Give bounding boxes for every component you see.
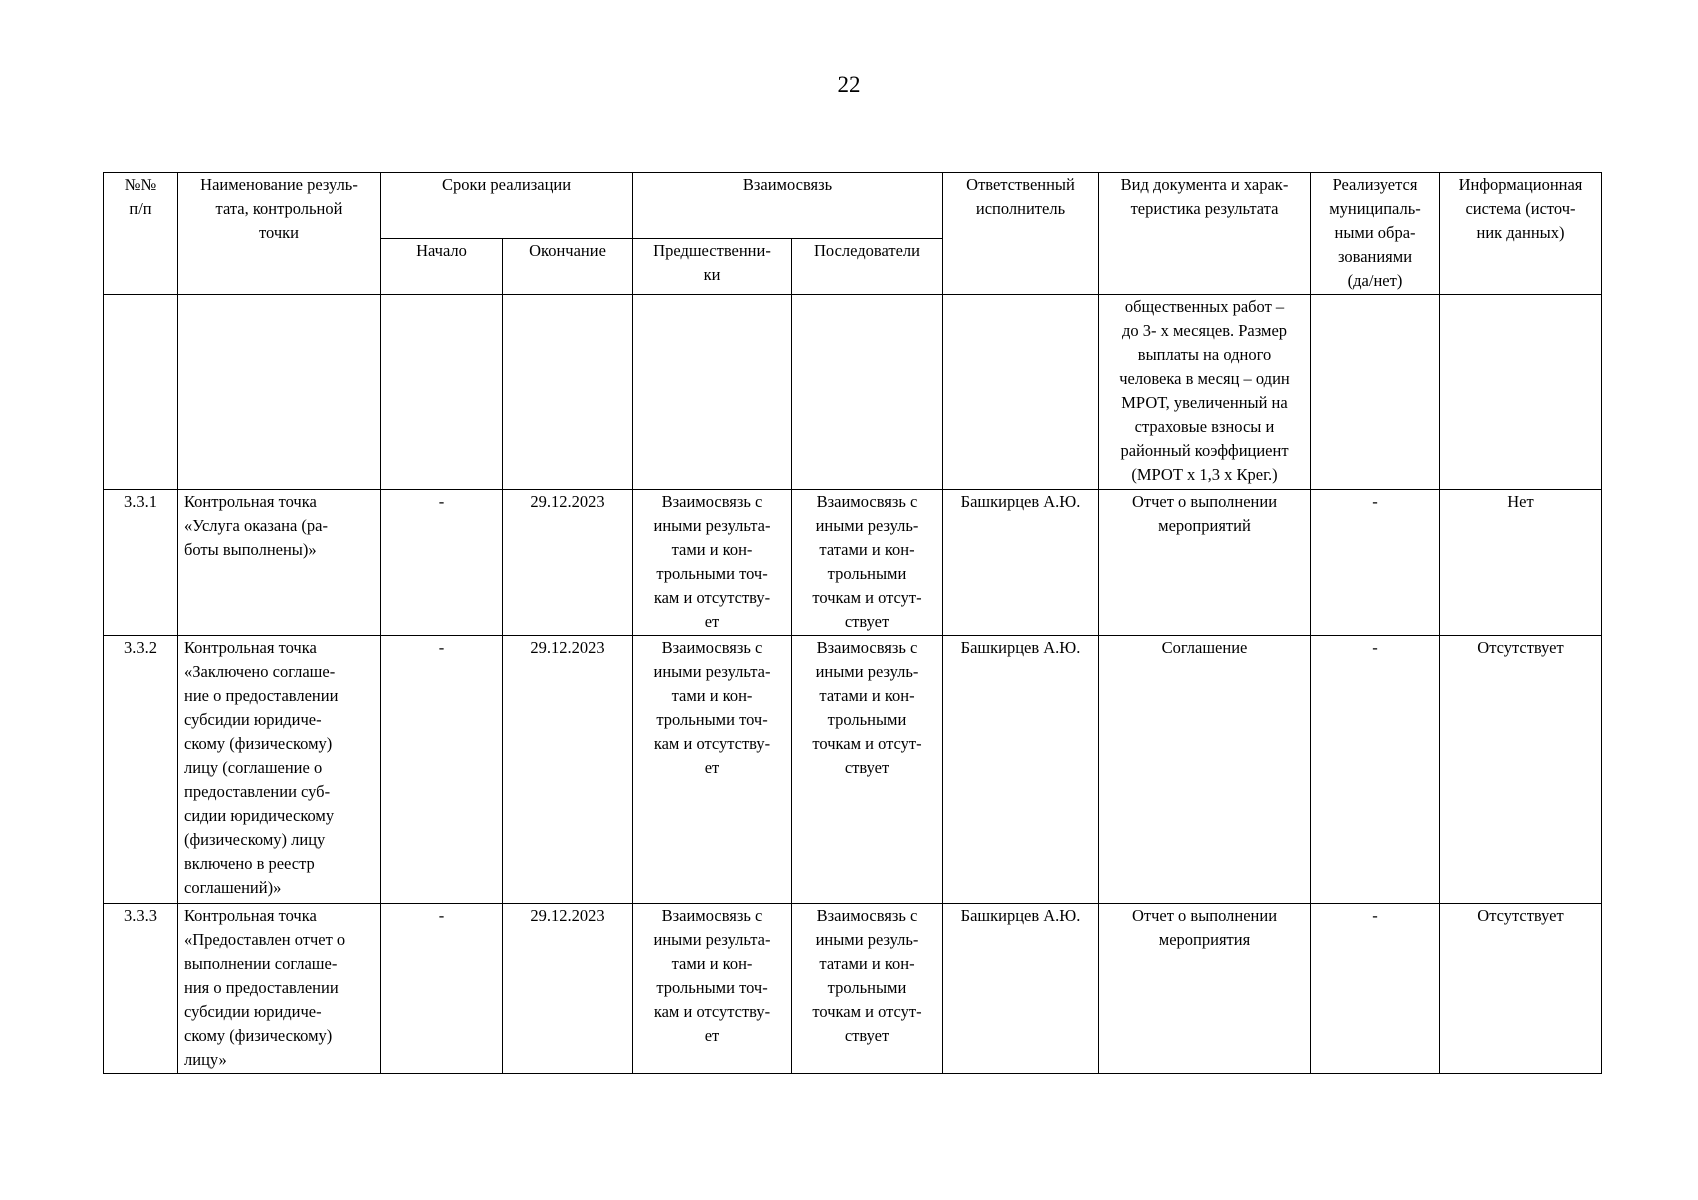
continuation-doc-type: общественных работ – до 3- х месяцев. Размер выплаты на одного человека в месяц – один МРОТ, увеличенный на страховые взносы и районный коэффициент (МРОТ х 1,3 х Крег.) bbox=[1099, 295, 1311, 490]
row-num: 3.3.1 bbox=[104, 490, 178, 636]
header-name: Наименование резуль- тата, контрольной точки bbox=[178, 173, 381, 295]
row-responsible: Башкирцев А.Ю. bbox=[943, 490, 1099, 636]
row-start: - bbox=[381, 490, 503, 636]
row-municipal: - bbox=[1311, 904, 1440, 1074]
header-municipal: Реализуется муниципаль- ными обра- зованиями (да/нет) bbox=[1311, 173, 1440, 295]
row-predecessors: Взаимосвязь с иными результа- тами и кон- трольными точ- кам и отсутству- ет bbox=[633, 490, 792, 636]
row-name: Контрольная точка «Заключено соглаше- ние о предоставлении субсидии юридиче- скому (физическому) лицу (соглашение о предоставлении суб- сидии юридическому (физическому) лицу включено в реестр соглашений)» bbox=[178, 636, 381, 904]
header-successors: Последователи bbox=[792, 239, 943, 295]
row-info-system: Отсутствует bbox=[1440, 904, 1602, 1074]
header-predecessors: Предшественни- ки bbox=[633, 239, 792, 295]
row-end: 29.12.2023 bbox=[503, 904, 633, 1074]
row-municipal: - bbox=[1311, 636, 1440, 904]
header-link: Взаимосвязь bbox=[633, 173, 943, 239]
row-successors: Взаимосвязь с иными резуль- татами и кон- трольными точкам и отсут- ствует bbox=[792, 904, 943, 1074]
row-start: - bbox=[381, 636, 503, 904]
header-start: Начало bbox=[381, 239, 503, 295]
page-number: 22 bbox=[837, 72, 861, 97]
row-doc-type: Отчет о выполнении мероприятия bbox=[1099, 904, 1311, 1074]
table-row bbox=[104, 636, 1602, 904]
row-name: Контрольная точка «Предоставлен отчет о выполнении соглаше- ния о предоставлении субсидии юридиче- скому (физическому) лицу» bbox=[178, 904, 381, 1074]
row-num: 3.3.3 bbox=[104, 904, 178, 1074]
row-num: 3.3.2 bbox=[104, 636, 178, 904]
row-info-system: Нет bbox=[1440, 490, 1602, 636]
row-start: - bbox=[381, 904, 503, 1074]
table-row bbox=[104, 904, 1602, 1074]
row-municipal: - bbox=[1311, 490, 1440, 636]
row-end: 29.12.2023 bbox=[503, 636, 633, 904]
row-responsible: Башкирцев А.Ю. bbox=[943, 904, 1099, 1074]
row-responsible: Башкирцев А.Ю. bbox=[943, 636, 1099, 904]
row-predecessors: Взаимосвязь с иными результа- тами и кон- трольными точ- кам и отсутству- ет bbox=[633, 904, 792, 1074]
header-terms: Сроки реализации bbox=[381, 173, 633, 239]
row-predecessors: Взаимосвязь с иными результа- тами и кон- трольными точ- кам и отсутству- ет bbox=[633, 636, 792, 904]
header-responsible: Ответственный исполнитель bbox=[943, 173, 1099, 295]
row-doc-type: Соглашение bbox=[1099, 636, 1311, 904]
results-table bbox=[103, 172, 1602, 1074]
header-end: Окончание bbox=[503, 239, 633, 295]
header-info-system: Информационная система (источ- ник данных) bbox=[1440, 173, 1602, 295]
row-successors: Взаимосвязь с иными резуль- татами и кон- трольными точкам и отсут- ствует bbox=[792, 490, 943, 636]
row-name: Контрольная точка «Услуга оказана (ра- боты выполнены)» bbox=[178, 490, 381, 636]
row-info-system: Отсутствует bbox=[1440, 636, 1602, 904]
table-row bbox=[104, 295, 1602, 490]
row-successors: Взаимосвязь с иными резуль- татами и кон- трольными точкам и отсут- ствует bbox=[792, 636, 943, 904]
row-end: 29.12.2023 bbox=[503, 490, 633, 636]
header-doc-type: Вид документа и харак- теристика результата bbox=[1099, 173, 1311, 295]
table-row bbox=[104, 490, 1602, 636]
header-num: №№ п/п bbox=[104, 173, 178, 295]
row-doc-type: Отчет о выполнении мероприятий bbox=[1099, 490, 1311, 636]
